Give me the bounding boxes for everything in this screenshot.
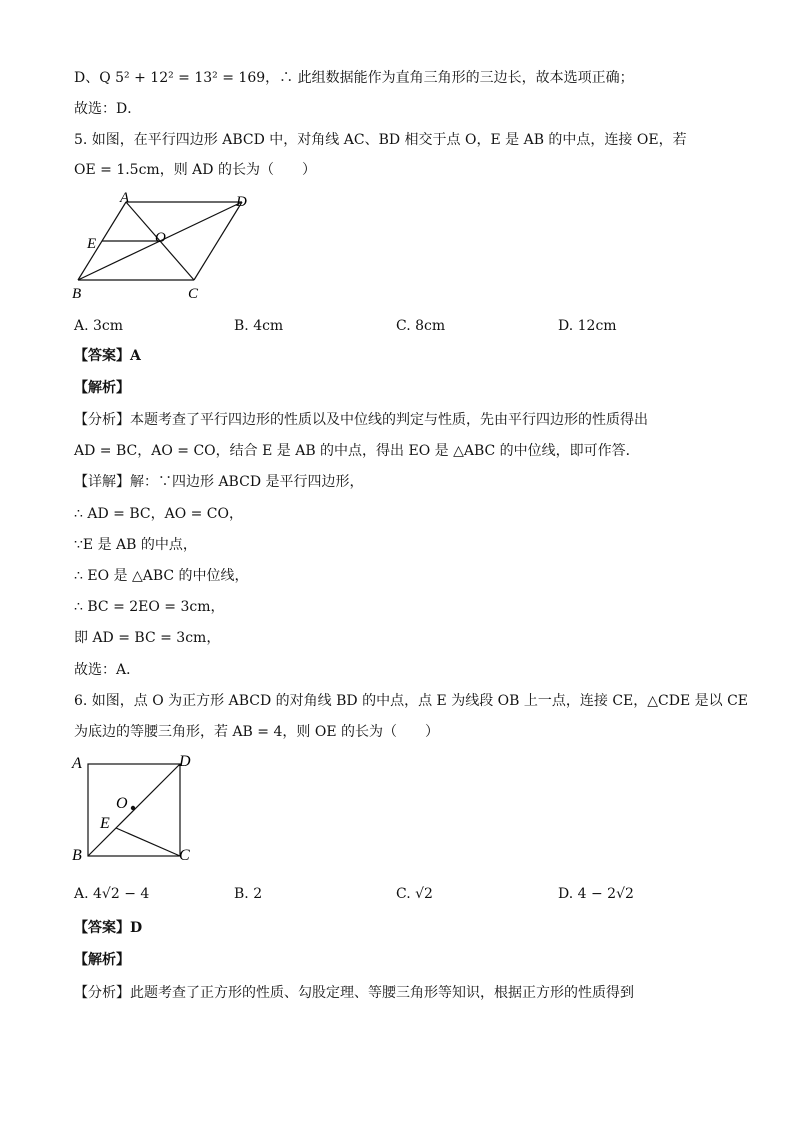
q6-stem-1: 6. 如图，点 O 为正方形 ABCD 的对角线 BD 的中点，点 E 为线段 OB 上一点，连接 CE，△CDE 是以 CE — [74, 693, 749, 709]
q5-analysis-heading: 【解析】 — [74, 380, 130, 396]
q6-option-a: A. 4√2 − 4 — [74, 886, 150, 902]
q5-option-d: D. 12cm — [558, 318, 617, 334]
q5-label-b: B — [72, 286, 82, 302]
q6-label-c: C — [179, 847, 190, 864]
q5-label-o: O — [155, 230, 166, 246]
q6-option-b: B. 2 — [234, 886, 263, 902]
q5-answer: 【答案】A — [74, 348, 141, 364]
q5-option-b: B. 4cm — [234, 318, 284, 334]
q5-label-a: A — [120, 190, 130, 206]
q5-detail-6: 即 AD = BC = 3cm， — [74, 630, 221, 646]
q5-analysis-1: 【分析】本题考查了平行四边形的性质以及中位线的判定与性质，先由平行四边形的性质得出 — [74, 412, 648, 428]
q6-label-d: D — [179, 753, 191, 770]
q5-stem-1: 5. 如图，在平行四边形 ABCD 中，对角线 AC、BD 相交于点 O，E 是 AB 的中点，连接 OE，若 — [74, 132, 687, 148]
q6-option-d: D. 4 − 2√2 — [558, 886, 634, 902]
q5-option-a: A. 3cm — [74, 318, 124, 334]
q6-label-o: O — [116, 795, 128, 812]
q5-option-c: C. 8cm — [396, 318, 446, 334]
q6-diag-bd — [88, 764, 180, 856]
q5-label-d: D — [236, 194, 247, 210]
prev-answer-line: D、Q 5² + 12² = 13² = 169，∴ 此组数据能作为直角三角形的三边长，故本选项正确； — [74, 70, 634, 86]
q6-figure — [66, 750, 206, 870]
q5-detail-1: 【详解】解：∵四边形 ABCD 是平行四边形， — [74, 474, 364, 490]
q5-choice: 故选：A． — [74, 662, 141, 678]
q5-analysis-2: AD = BC，AO = CO，结合 E 是 AB 的中点，得出 EO 是 △ABC 的中位线，即可作答． — [74, 443, 640, 459]
q6-label-b: B — [72, 847, 82, 864]
q5-detail-3: ∵E 是 AB 的中点， — [74, 537, 197, 553]
q5-detail-2: ∴ AD = BC，AO = CO， — [74, 506, 243, 522]
q5-label-e: E — [87, 236, 97, 252]
q6-point-o — [131, 806, 135, 810]
q6-segment-ce — [116, 828, 180, 856]
q6-label-a: A — [72, 755, 82, 772]
q5-stem-2: OE = 1.5cm，则 AD 的长为（ ） — [74, 162, 316, 178]
q6-stem-2: 为底边的等腰三角形，若 AB = 4，则 OE 的长为（ ） — [74, 724, 439, 740]
q5-detail-5: ∴ BC = 2EO = 3cm， — [74, 599, 225, 615]
prev-choice-line: 故选：D． — [74, 101, 142, 117]
q6-label-e: E — [100, 815, 110, 832]
q5-figure — [70, 190, 260, 305]
q5-label-c: C — [188, 286, 199, 302]
q5-detail-4: ∴ EO 是 △ABC 的中位线， — [74, 568, 249, 584]
q6-analysis-heading: 【解析】 — [74, 952, 130, 968]
q6-analysis-1: 【分析】此题考查了正方形的性质、勾股定理、等腰三角形等知识，根据正方形的性质得到 — [74, 985, 634, 1001]
q6-option-c: C. √2 — [396, 886, 433, 902]
q6-answer: 【答案】D — [74, 920, 143, 936]
